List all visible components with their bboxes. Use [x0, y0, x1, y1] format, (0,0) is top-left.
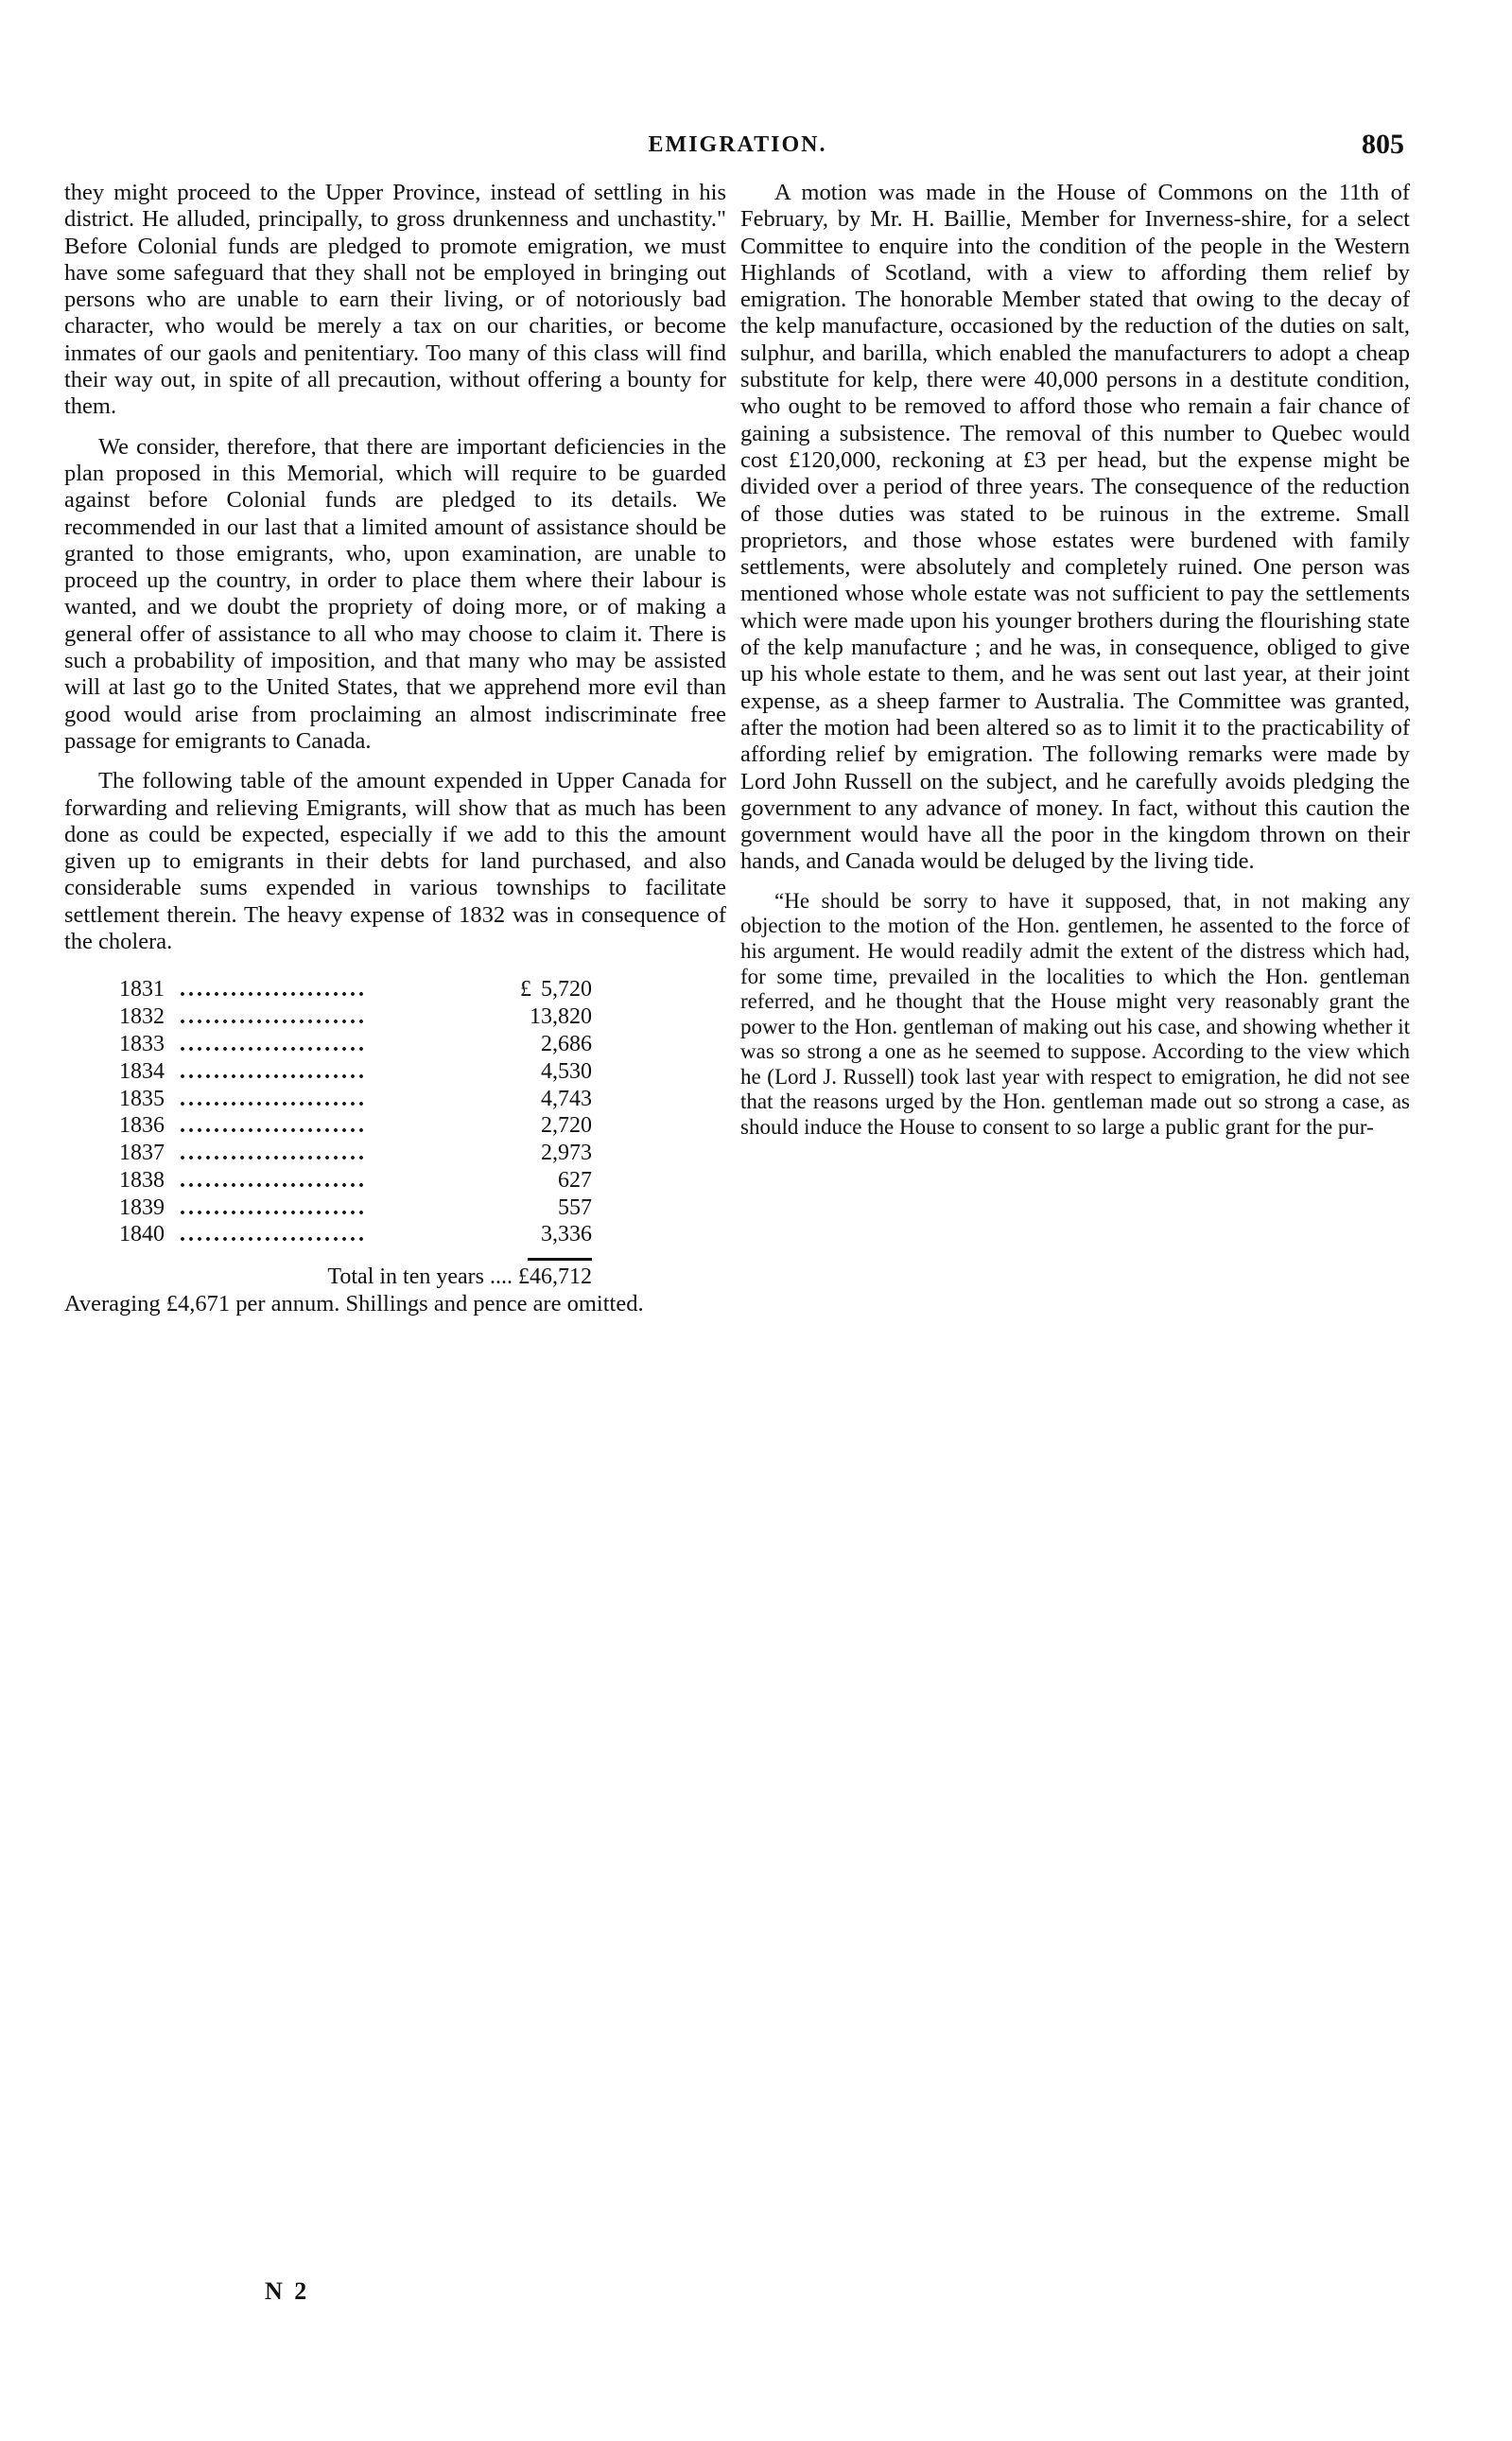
- year-cell: 1831: [119, 977, 165, 1003]
- left-column: [64, 180, 726, 1317]
- dot-leader: ......................: [180, 1141, 367, 1166]
- signature-mark: N 2: [265, 2277, 310, 2305]
- dot-leader: ......................: [180, 1086, 367, 1111]
- table-row: [119, 976, 592, 1003]
- table-row: [119, 1003, 592, 1031]
- paragraph: The following table of the amount expended in Upper Canada for forwarding and relieving Emigrants, will show that as much has been done as could be expected, especially if we add to this the amount given up to emigrants in their debts for land purchased, and also considerable sums expended in various townships to facilitate settlement therein. The heavy expense of 1832 was in consequence of the cholera.: [64, 768, 726, 955]
- amount-cell: 2,973: [541, 1141, 592, 1166]
- table-row: [119, 1086, 592, 1113]
- table-row: [119, 1167, 592, 1194]
- table-row: [119, 1140, 592, 1167]
- dot-leader: ......................: [180, 1222, 367, 1247]
- averaging-note: Averaging £4,671 per annum. Shillings and pence are omitted.: [64, 1290, 644, 1316]
- amount-cell: 3,336: [541, 1222, 592, 1247]
- amount-cell: 557: [558, 1194, 592, 1220]
- year-cell: 1836: [119, 1113, 165, 1139]
- paragraph: they might proceed to the Upper Province, instead of settling in his district. He alluded, principally, to gross drunkenness and unchastity." Before Colonial funds are pledged to promote emigration, we must have some safeguard that they shall not be employed in bringing out persons who are unable to earn their living, or of notoriously bad character, who would be merely a tax on our charities, or become inmates of our gaols and penitentiary. Too many of this class will find their way out, in spite of all precaution, without offering a bounty for them.: [64, 180, 726, 420]
- year-cell: 1833: [119, 1031, 165, 1056]
- table-total-row: [119, 1264, 592, 1290]
- running-header: [0, 129, 1512, 170]
- amount-cell: 13,820: [530, 1004, 592, 1030]
- expenditure-table: [119, 976, 592, 1262]
- quote-paragraph: “He should be sorry to have it supposed, that, in not making any objection to the motion of the Hon. gentlemen, he assented to the force of his argument. He would readily admit the extent of the distress which had, for some time, prevailed in the localities to which the Hon. gentleman referred, and he thought that the House might very reasonably grant the power to the Hon. gentleman of making out his case, and showing whether it was so strong a one as he seemed to suppose. According to the view which he (Lord J. Russell) took last year with respect to emigration, he did not see that the reasons urged by the Hon. gentleman made out so strong a case, as should induce the House to consent to so large a public grant for the pur-: [740, 888, 1410, 1140]
- dot-leader: ......................: [180, 1031, 367, 1056]
- dot-leader: ......................: [180, 1113, 367, 1139]
- dot-leader: ......................: [180, 1167, 367, 1193]
- table-row: [119, 1031, 592, 1058]
- amount-cell: [483, 976, 592, 1003]
- year-cell: 1835: [119, 1086, 165, 1111]
- year-cell: 1839: [119, 1194, 165, 1220]
- dot-leader: ......................: [180, 1004, 367, 1030]
- total-value: £46,712: [518, 1264, 592, 1290]
- year-cell: 1834: [119, 1058, 165, 1084]
- year-cell: 1837: [119, 1141, 165, 1166]
- running-title: EMIGRATION.: [648, 132, 827, 157]
- amount-cell: 4,743: [541, 1086, 592, 1111]
- year-cell: 1840: [119, 1222, 165, 1247]
- table-row: [119, 1194, 592, 1222]
- total-label: Total in ten years ....: [327, 1264, 513, 1290]
- table-row: [119, 1221, 592, 1248]
- amount-value: 5,720: [541, 977, 592, 1003]
- year-cell: 1832: [119, 1004, 165, 1030]
- table-row: [119, 1112, 592, 1140]
- amount-cell: 2,720: [541, 1113, 592, 1139]
- page-number: 805: [1362, 129, 1404, 160]
- total-rule: [119, 1258, 592, 1262]
- dot-leader: ......................: [180, 977, 367, 1003]
- year-cell: 1838: [119, 1167, 165, 1193]
- dot-leader: ......................: [180, 1058, 367, 1084]
- dot-leader: ......................: [180, 1194, 367, 1220]
- amount-cell: 2,686: [541, 1031, 592, 1056]
- amount-cell: 4,530: [541, 1058, 592, 1084]
- paragraph: A motion was made in the House of Commons on the 11th of February, by Mr. H. Baillie, Member for Inverness-shire, for a select Committee to enquire into the condition of the people in the Western Highlands of Scotland, with a view to affording them relief by emigration. The honorable Member stated that owing to the decay of the kelp manufacture, occasioned by the reduction of the duties on salt, sulphur, and barilla, which enabled the manufacturers to adopt a cheap substitute for kelp, there were 40,000 persons in a destitute condition, who ought to be removed to afford those who remain a fair chance of gaining a subsistence. The removal of this number to Quebec would cost £120,000, reckoning at £3 per head, but the expense might be divided over a period of three years. The consequence of the reduction of those duties was stated to be ruinous in the extreme. Small proprietors, and those whose estates were burdened with family settlements, were absolutely and completely ruined. One person was mentioned whose whole estate was not sufficient to pay the settlements which were made upon his younger brothers during the flourishing state of the kelp manufacture ; and he was, in consequence, obliged to give up his whole estate to them, and he was sent out last year, at their joint expense, as a sheep farmer to Australia. The Committee was granted, after the motion had been altered so as to limit it to the practicability of affording relief by emigration. The following remarks were made by Lord John Russell on the subject, and he carefully avoids pledging the government to any advance of money. In fact, without this caution the government would have all the poor in the kingdom thrown on their hands, and Canada would be deluged by the living tide.: [740, 180, 1410, 875]
- paragraph: We consider, therefore, that there are important deficiencies in the plan proposed in this Memorial, which will require to be guarded against before Colonial funds are pledged to its details. We recommended in our last that a limited amount of assistance should be granted to those emigrants, who, upon examination, are unable to proceed up the country, in order to place them where their labour is wanted, and we doubt the propriety of doing more, or of making a general offer of assistance to all who may choose to claim it. There is such a probability of imposition, and that many who may be assisted will at last go to the United States, that we apprehend more evil than good would arise from proclaiming an almost indiscriminate free passage for emigrants to Canada.: [64, 433, 726, 754]
- amount-cell: 627: [558, 1167, 592, 1193]
- currency-symbol: £: [520, 977, 531, 1003]
- table-row: [119, 1058, 592, 1086]
- right-column: [740, 180, 1410, 1141]
